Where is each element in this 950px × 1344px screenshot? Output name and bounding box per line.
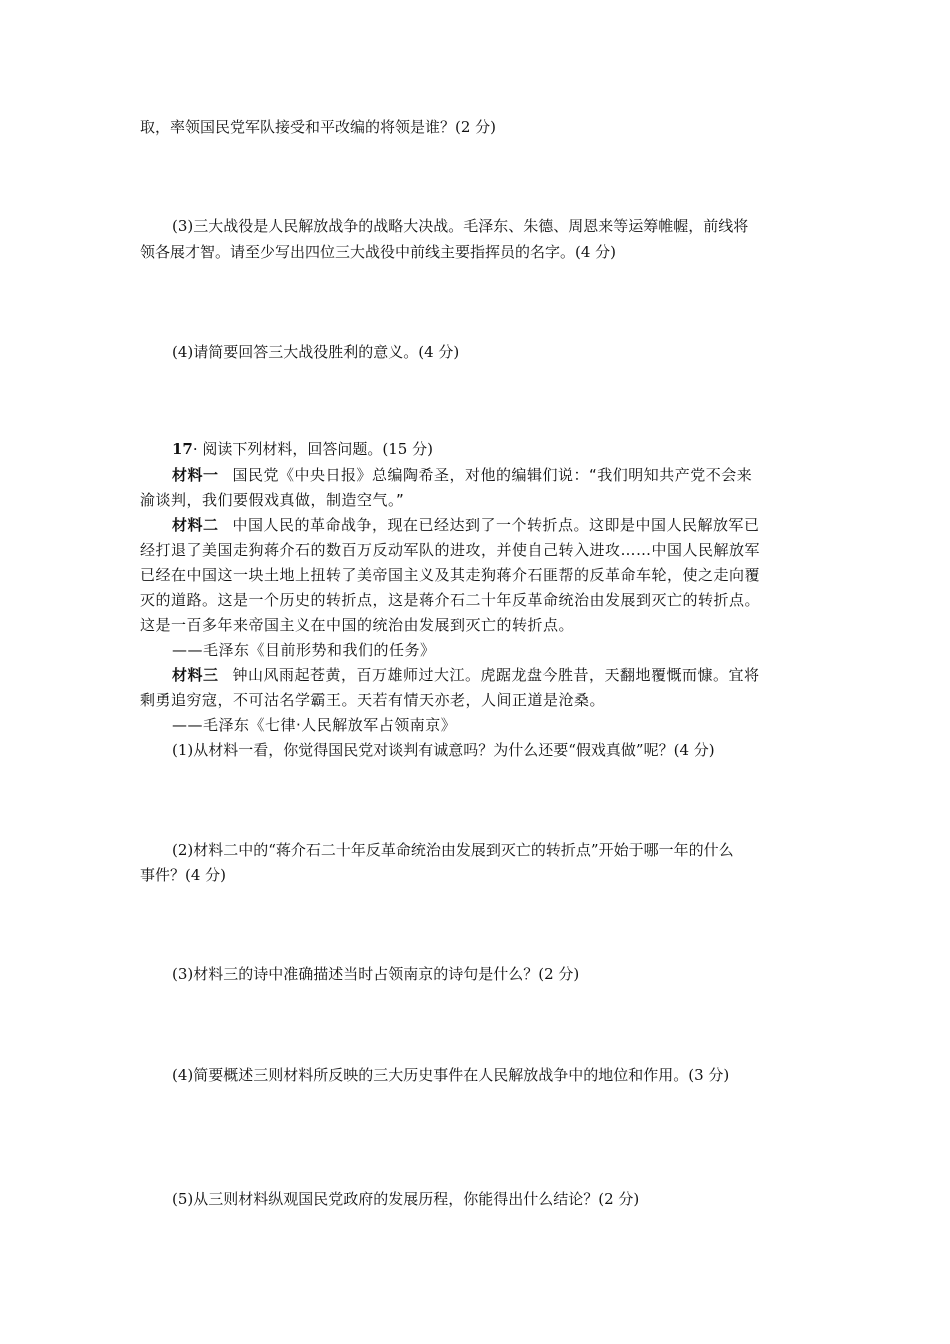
material3-line2: 剩勇追穷寇，不可沽名学霸王。天若有情天亦老，人间正道是沧桑。 xyxy=(140,691,606,709)
q16-4: (4)请简要回答三大战役胜利的意义。(4 分) xyxy=(172,343,460,361)
material2-line5: 这是一百多年来帝国主义在中国的统治由发展到灭亡的转折点。 xyxy=(140,616,575,634)
q17-question-4: (4)简要概述三则材料所反映的三大历史事件在人民解放战争中的地位和作用。(3 分) xyxy=(172,1066,730,1084)
material2-line3: 已经在中国这一块土地上扭转了美帝国主义及其走狗蒋介石匪帮的反革命车轮，使之走向覆 xyxy=(140,566,761,584)
q17-number: 17 xyxy=(172,440,193,458)
q17-question-2-line1: (2)材料二中的“蒋介石二十年反革命统治由发展到灭亡的转折点”开始于哪一年的什么 xyxy=(172,841,734,859)
material1-line1: 材料一 国民党《中央日报》总编陶希圣，对他的编辑们说：“我们明知共产党不会来 xyxy=(172,466,753,484)
material2-label: 材料二 xyxy=(172,516,219,534)
material3-source: ——毛泽东《七律·人民解放军占领南京》 xyxy=(172,716,457,734)
q16-3-line2: 领各展才智。请至少写出四位三大战役中前线主要指挥员的名字。(4 分) xyxy=(140,243,617,261)
material2-line2: 经打退了美国走狗蒋介石的数百万反动军队的进攻，并使自己转入进攻……中国人民解放军 xyxy=(140,541,761,559)
material2-line1: 材料二 中国人民的革命战争，现在已经达到了一个转折点。这即是中国人民解放军已 xyxy=(172,516,760,534)
material1-line2: 渝谈判，我们要假戏真做，制造空气。” xyxy=(140,491,405,509)
q17-question-1: (1)从材料一看，你觉得国民党对谈判有诚意吗？为什么还要“假戏真做”呢？(4 分) xyxy=(172,741,715,759)
q16-3-line1: (3)三大战役是人民解放战争的战略大决战。毛泽东、朱德、周恩来等运筹帷幄，前线将 xyxy=(172,217,749,235)
q17-heading xyxy=(172,436,816,462)
q17-question-3: (3)材料三的诗中准确描述当时占领南京的诗句是什么？(2 分) xyxy=(172,965,580,983)
material2-line4: 灭的道路。这是一个历史的转折点，这是蒋介石二十年反革命统治由发展到灭亡的转折点。 xyxy=(140,591,761,609)
q17-question-2-line2: 事件？(4 分) xyxy=(140,866,227,884)
material2-source: ——毛泽东《目前形势和我们的任务》 xyxy=(172,641,436,659)
q16-2-tail: 取，率领国民党军队接受和平改编的将领是谁？(2 分) xyxy=(140,118,497,136)
q17-question-5: (5)从三则材料纵观国民党政府的发展历程，你能得出什么结论？(2 分) xyxy=(172,1190,640,1208)
material3-label: 材料三 xyxy=(172,666,219,684)
q17-intro: · 阅读下列材料，回答问题。(15 分) xyxy=(192,440,433,458)
material3-line1: 材料三 钟山风雨起苍黄，百万雄师过大江。虎踞龙盘今胜昔，天翻地覆慨而慷。宜将 xyxy=(172,666,760,684)
material1-label: 材料一 xyxy=(172,466,219,484)
